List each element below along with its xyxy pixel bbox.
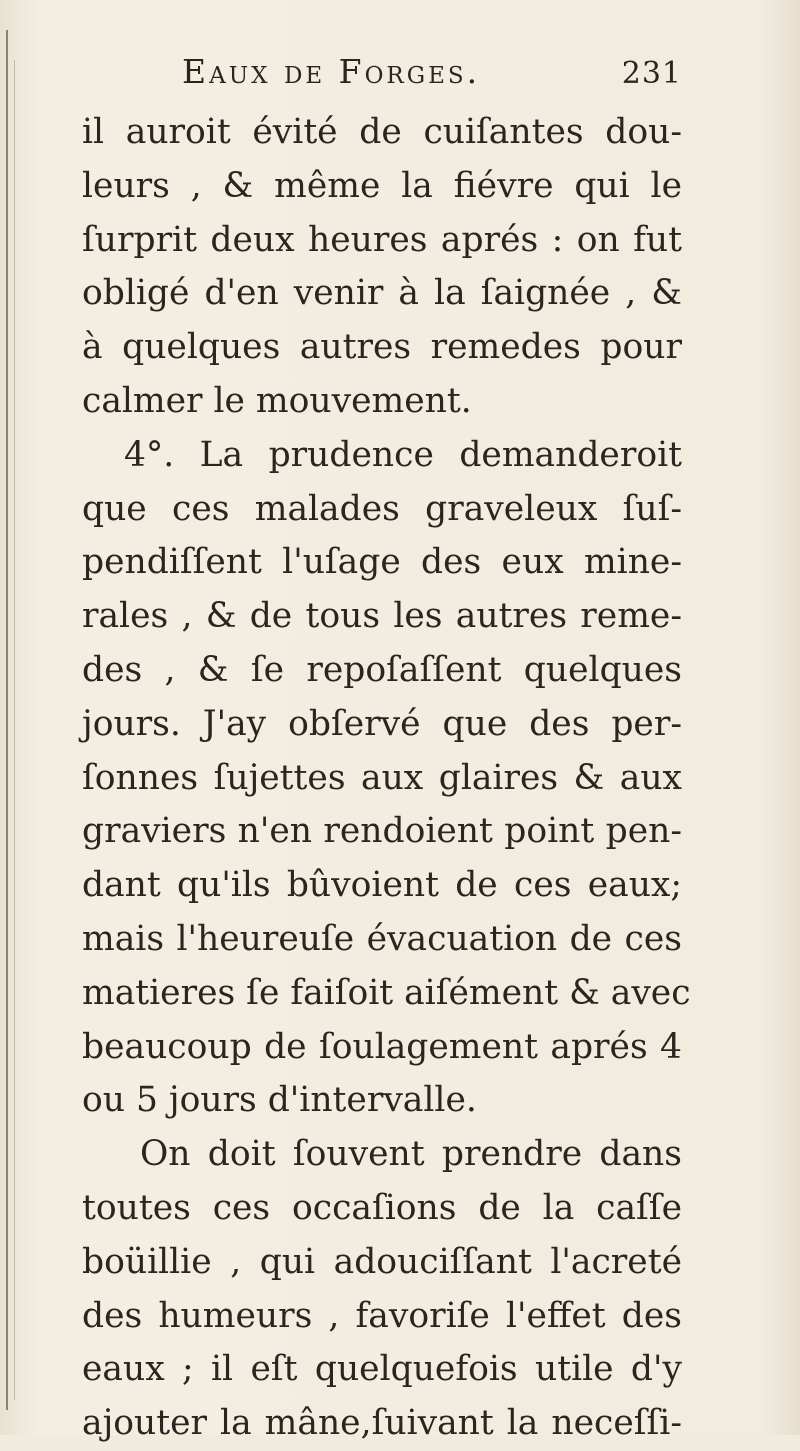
page-edge-line xyxy=(14,60,15,1400)
body-line: beaucoup de ſoulagement aprés 4 xyxy=(82,1026,682,1067)
body-line: calmer le mouvement. xyxy=(82,380,472,421)
body-line: mais l'heureuſe évacuation de ces xyxy=(82,918,682,959)
body-line: graviers n'en rendoient point pen- xyxy=(82,811,682,852)
body-line: dant qu'ils bûvoient de ces eaux; xyxy=(82,865,682,906)
body-line: ſonnes ſujettes aux glaires & aux xyxy=(82,757,682,798)
body-line: que ces malades graveleux ſuſ- xyxy=(82,488,682,529)
body-line: leurs , & même la fiévre qui le xyxy=(82,165,682,206)
body-line: On doit ſouvent prendre dans xyxy=(140,1134,682,1175)
body-line: des , & ſe repoſaſſent quelques xyxy=(82,649,682,690)
body-line: des humeurs , favoriſe l'effet des xyxy=(82,1295,682,1336)
body-line: rales , & de tous les autres reme- xyxy=(82,596,682,637)
body-line: jours. J'ay obſervé que des per- xyxy=(82,703,682,744)
body-line: ou 5 jours d'intervalle. xyxy=(82,1080,477,1121)
page-number: 231 xyxy=(621,56,682,91)
text-block xyxy=(82,52,691,1451)
page-edge-shadow xyxy=(6,30,8,1410)
body-line: pendiſſent l'uſage des eux mine- xyxy=(82,542,682,583)
body-line: boüillie , qui adouciſſant l'acreté xyxy=(82,1241,682,1282)
body-line: à quelques autres remedes pour xyxy=(82,327,682,368)
running-head-title: Eaux de Forges. xyxy=(182,52,481,91)
running-head xyxy=(82,52,682,104)
body-line: toutes ces occaſions de la caſſe xyxy=(82,1187,682,1228)
body-line: 4°. La prudence demanderoit xyxy=(124,434,682,475)
body-line: ajouter la mâne,ſuivant la neceſſi- xyxy=(82,1403,682,1444)
body-line: obligé d'en venir à la ſaignée , & xyxy=(82,273,682,314)
body-line: ſurprit deux heures aprés : on fut xyxy=(82,219,682,260)
body-line: il auroit évité de cuiſantes dou- xyxy=(82,112,682,152)
body-line: matieres ſe faiſoit aiſément & avec xyxy=(82,972,691,1013)
body-line: eaux ; il eſt quelquefois utile d'y xyxy=(82,1349,682,1390)
